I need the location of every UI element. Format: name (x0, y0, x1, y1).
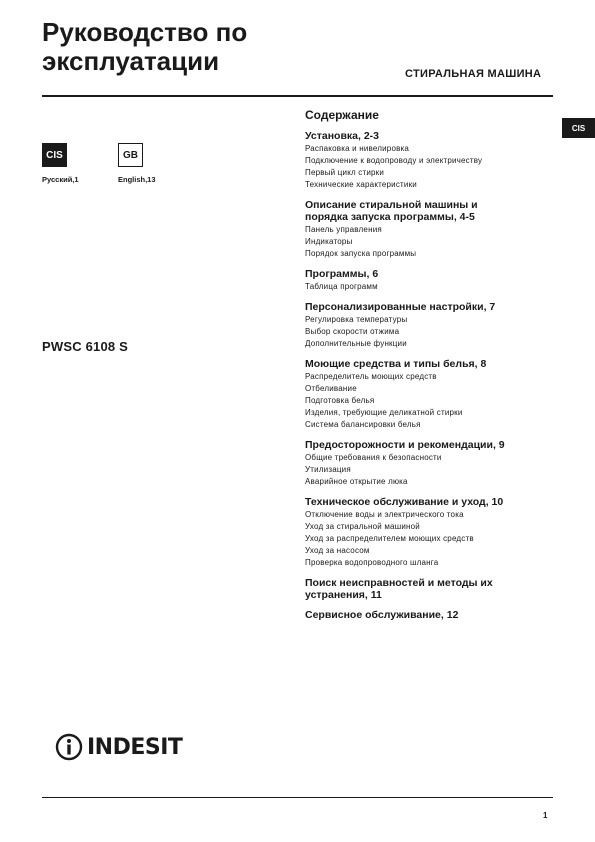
page-number: 1 (543, 811, 548, 820)
brand-logo (55, 733, 182, 761)
toc-section (305, 199, 555, 260)
toc-section-title[interactable]: Техническое обслуживание и уход, 10 (305, 496, 504, 508)
toc-subsection-item[interactable]: Изделия, требующие деликатной стирки (305, 408, 463, 417)
toc-subsection-item[interactable]: Таблица программ (305, 282, 378, 291)
toc-subsection-item[interactable]: Первый цикл стирки (305, 168, 385, 177)
title-line-1: Руководство по (42, 17, 248, 47)
toc-section (305, 609, 555, 621)
toc-subsection-item[interactable]: Аварийное открытие люка (305, 477, 408, 486)
toc-subsection-item[interactable]: Проверка водопроводного шланга (305, 558, 439, 567)
language-badge-cis[interactable]: CIS (42, 143, 67, 167)
document-subtitle: СТИРАЛЬНАЯ МАШИНА (405, 68, 542, 80)
toc-subsection-item[interactable]: Общие требования к безопасности (305, 453, 442, 462)
toc-subsection-item[interactable]: Технические характеристики (305, 180, 417, 189)
model-number: PWSC 6108 S (42, 339, 129, 354)
toc-section (305, 268, 555, 293)
toc-subsection-item[interactable]: Дополнительные функции (305, 339, 407, 348)
table-of-contents (305, 108, 555, 629)
toc-subsection-item[interactable]: Отключение воды и электрического тока (305, 510, 464, 519)
header-divider (42, 95, 553, 97)
toc-subsection-item[interactable]: Панель управления (305, 225, 382, 234)
toc-subsection-item[interactable]: Уход за насосом (305, 546, 370, 555)
toc-section (305, 358, 555, 431)
toc-subsection-item[interactable]: Отбеливание (305, 384, 357, 393)
toc-subsection-item[interactable]: Выбор скорости отжима (305, 327, 400, 336)
toc-section (305, 577, 555, 601)
toc-section-title[interactable]: Сервисное обслуживание, 12 (305, 609, 459, 621)
language-badge-gb[interactable]: GB (118, 143, 143, 167)
toc-subsection-item[interactable]: Порядок запуска программы (305, 249, 417, 258)
toc-section-title[interactable]: Персонализированные настройки, 7 (305, 301, 496, 313)
toc-section (305, 130, 555, 191)
toc-subsection-item[interactable]: Уход за стиральной машиной (305, 522, 420, 531)
toc-section (305, 439, 555, 488)
language-label-gb[interactable]: English,13 (118, 175, 156, 184)
toc-section-title[interactable]: Программы, 6 (305, 268, 379, 280)
toc-subsection-item[interactable]: Распределитель моющих средств (305, 372, 437, 381)
toc-section-title[interactable]: Предосторожности и рекомендации, 9 (305, 439, 505, 451)
brand-wordmark: INDESIT (87, 734, 183, 760)
toc-section-title[interactable]: Моющие средства и типы белья, 8 (305, 358, 487, 370)
page-title (42, 18, 247, 76)
toc-section-title[interactable]: Установка, 2-3 (305, 130, 380, 142)
toc-section (305, 301, 555, 350)
title-line-2: эксплуатации (42, 46, 220, 76)
toc-subsection-item[interactable]: Индикаторы (305, 237, 353, 246)
toc-subsection-item[interactable]: Уход за распределителем моющих средств (305, 534, 474, 543)
toc-section (305, 496, 555, 569)
toc-subsection-item[interactable]: Подготовка белья (305, 396, 375, 405)
info-circle-logo-icon (55, 733, 83, 761)
toc-subsection-item[interactable]: Система балансировки белья (305, 420, 421, 429)
toc-heading: Содержание (305, 108, 379, 122)
toc-section-title[interactable]: Описание стиральной машины и порядка запуска программы, 4-5 (305, 199, 478, 223)
toc-subsection-item[interactable]: Распаковка и нивелировка (305, 144, 410, 153)
toc-subsection-item[interactable]: Утилизация (305, 465, 351, 474)
toc-subsection-item[interactable]: Регулировка температуры (305, 315, 408, 324)
language-side-tab: CIS (562, 118, 595, 138)
toc-section-title[interactable]: Поиск неисправностей и методы их устранения, 11 (305, 577, 493, 601)
footer-divider (42, 797, 553, 798)
language-label-cis[interactable]: Русский,1 (42, 175, 79, 184)
toc-subsection-item[interactable]: Подключение к водопроводу и электричеству (305, 156, 483, 165)
